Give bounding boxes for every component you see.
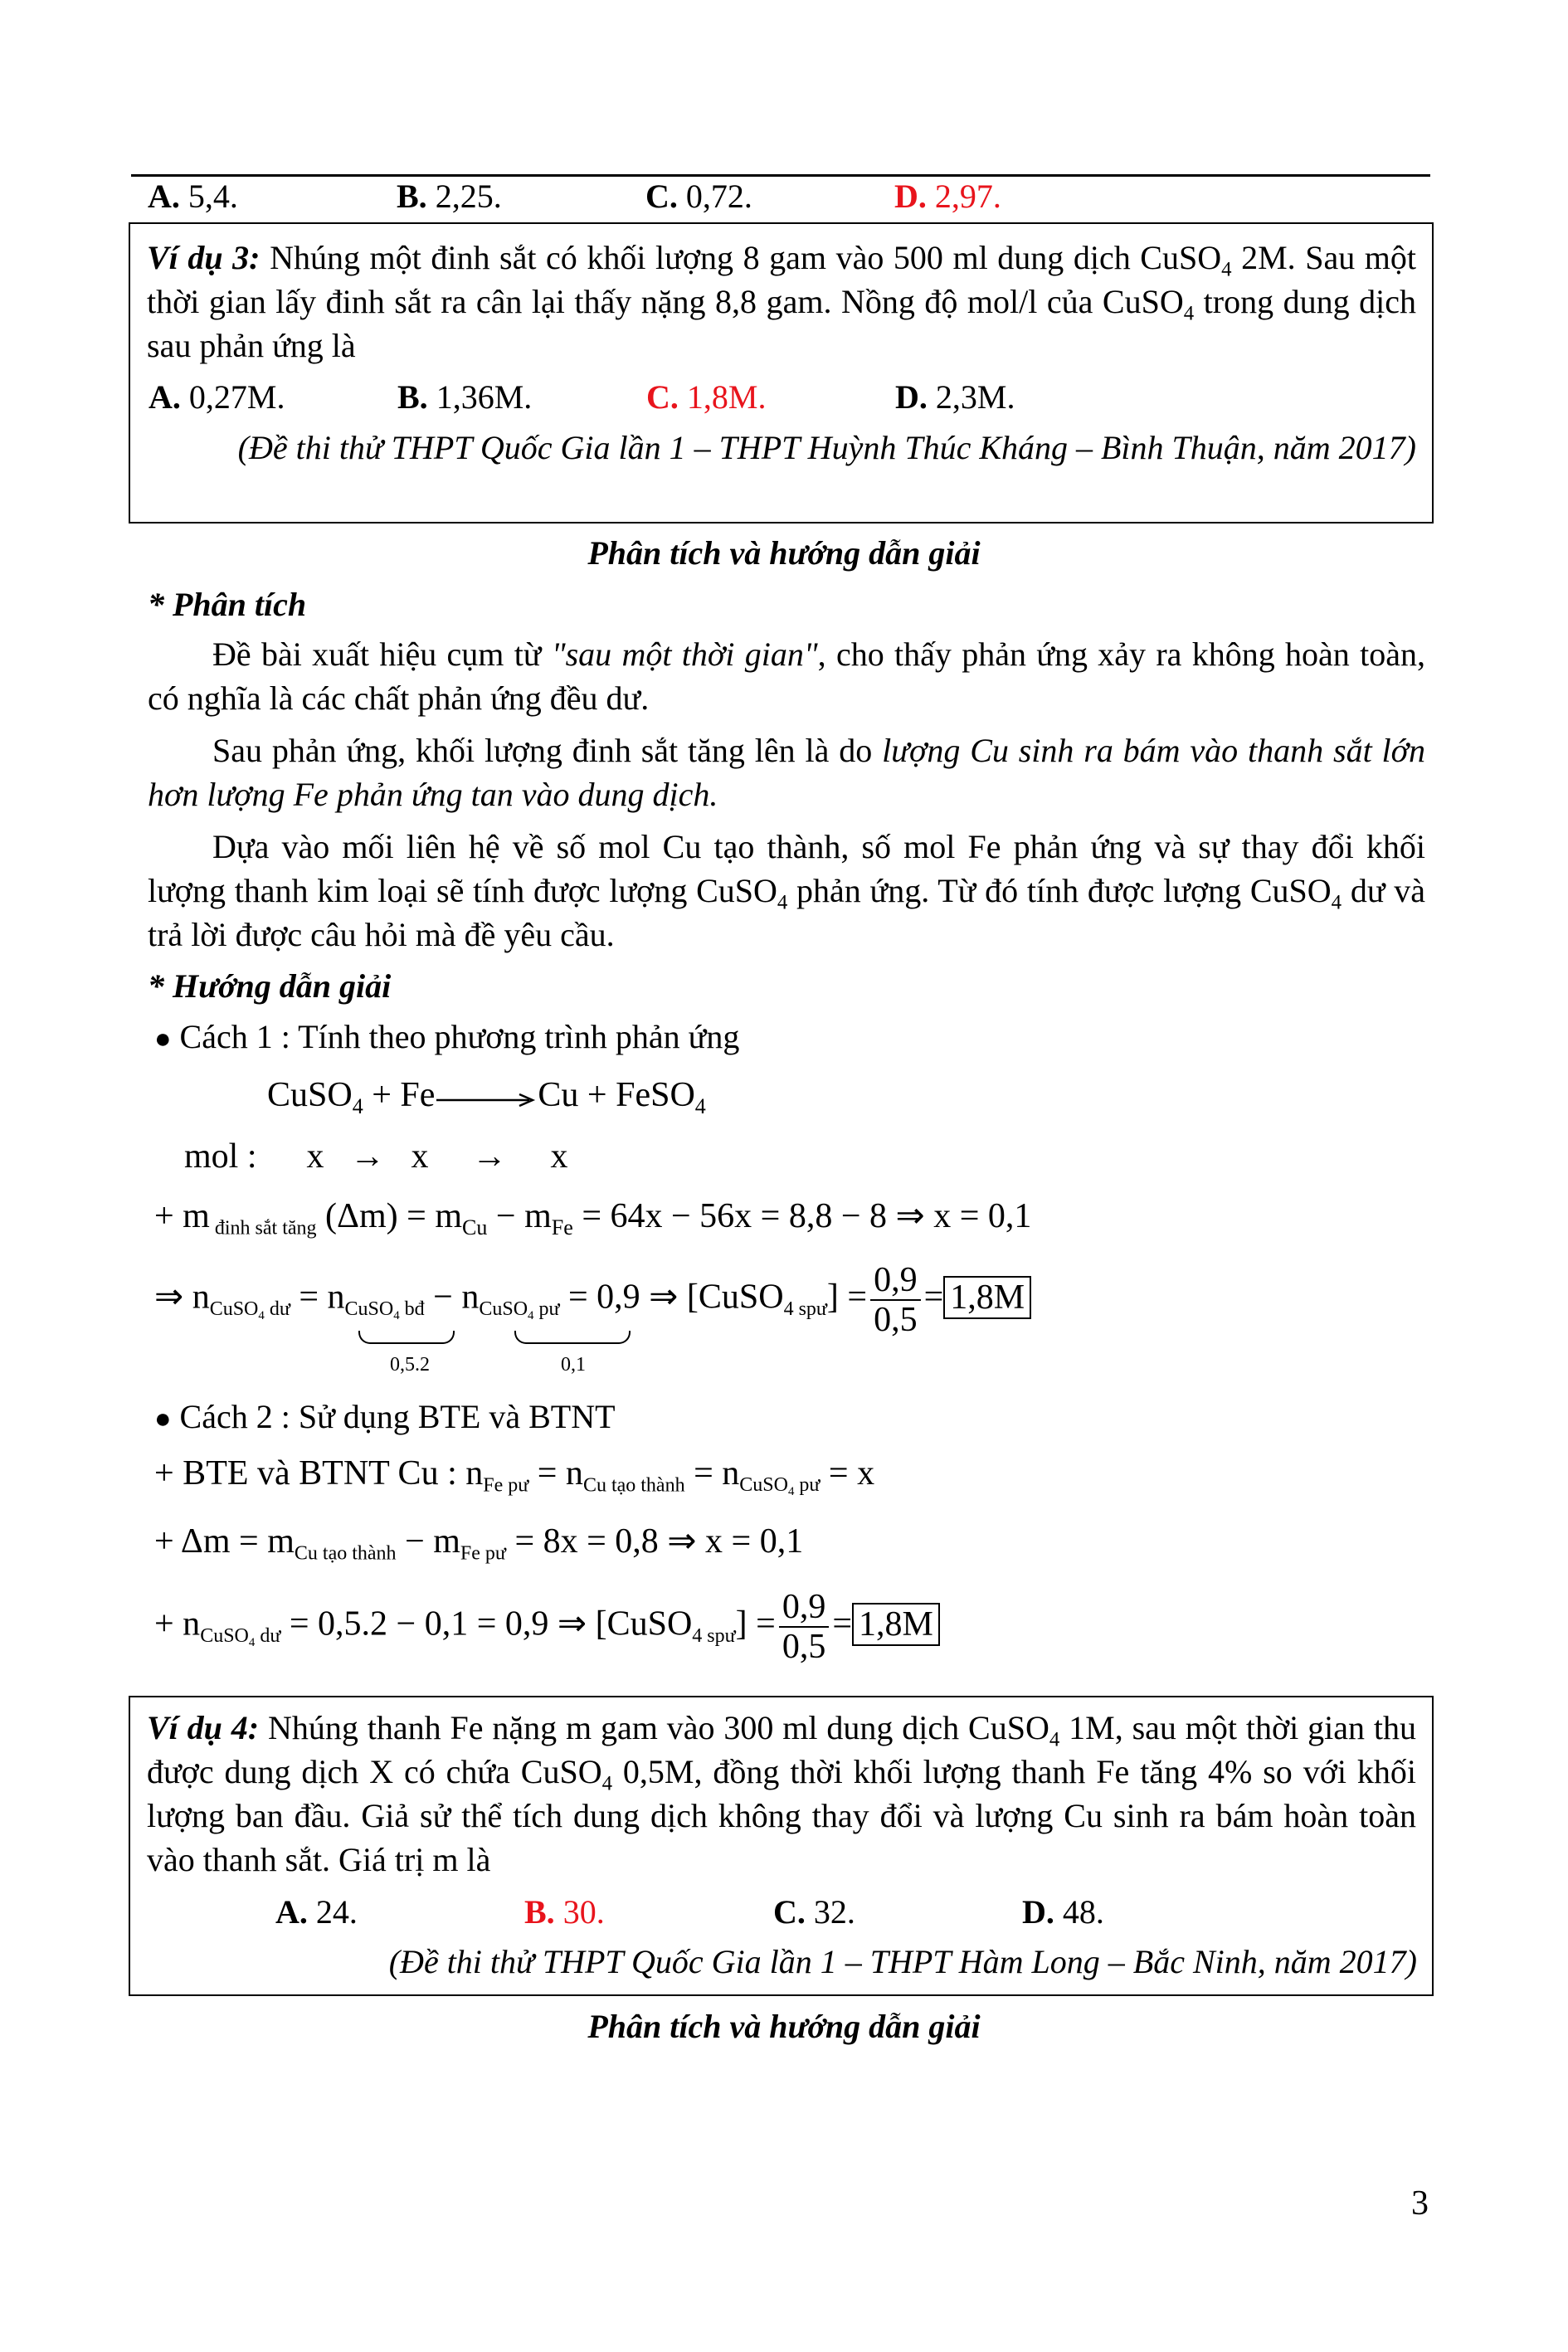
analysis-paragraph-3: Dựa vào mối liên hệ về số mol Cu tạo thành, số mol Fe phản ứng và sự thay đổi khối lượng thanh kim loại sẽ tính được lượng CuSO$_4$ phản ứng. Từ đó tính được lượng CuSO$_4$ dư và trả lời được câu hỏi mà đề yêu cầu. (148, 828, 1426, 953)
mass-change-equation-2: + $\Delta m = m_{Cu tạo thành} - m_{Fe pư} = 8x = 0,8$ ⇒ x = 0,1 (154, 1522, 804, 1565)
underbrace-label: 0,1 (561, 1354, 586, 1376)
analysis-paragraph-1: Đề bài xuất hiệu cụm từ "sau một thời gian", cho thấy phản ứng xảy ra không hoàn toàn, có nghĩa là các chất phản ứng đều dư. (148, 635, 1425, 717)
bte-equation: + BTE và BTNT Cu : $n_{Fe pư} = n_{Cu tạo thành} = n_{CuSO_4 pư} = x$ (154, 1454, 875, 1499)
underbrace (514, 1331, 631, 1344)
example-3-box (129, 222, 1434, 523)
option-a: A. 0,27M. (149, 378, 285, 416)
mass-change-equation: + m $_{đinh sắt tăng}$ $(\Delta m) = m_{Cu} - m_{Fe} = 64x - 56x = 8,8 - 8$ ⇒ x = 0,1 (154, 1197, 1032, 1240)
example-3-source: (Đề thi thử THPT Quốc Gia lần 1 – THPT Huỳnh Thúc Kháng – Bình Thuận, năm 2017) (237, 429, 1416, 466)
page-number: 3 (1411, 2184, 1429, 2223)
answer-box: 1,8M (943, 1276, 1031, 1319)
method-1-title: ● Cách 1 : Tính theo phương trình phản ứng (154, 1018, 740, 1055)
option-d-correct: D. 2,97. (894, 178, 1001, 215)
excess-cuso4-equation-2: + $n_{CuSO_4 dư} = 0,5.2 - 0,1 = 0,9$ ⇒ [CuSO$_{4 spư}$] = $\frac{0,9}{0,5}$ = 1,8M (154, 1588, 940, 1666)
mole-row: mol : x → x → x (184, 1137, 568, 1176)
option-c-correct: C. 1,8M. (646, 378, 767, 416)
underbrace (358, 1331, 455, 1344)
option-b-correct: B. 30. (524, 1893, 605, 1931)
underbrace-label: 0,5.2 (390, 1354, 430, 1376)
fraction: $\frac{0,9}{0,5}$ (779, 1588, 830, 1666)
analysis-heading: Phân tích và hướng dẫn giải (587, 534, 981, 572)
section-heading-solution: * Hướng dẫn giải (148, 967, 392, 1005)
option-a: A. 24. (275, 1893, 358, 1931)
top-rule (131, 174, 1430, 177)
analysis-paragraph-2: Sau phản ứng, khối lượng đinh sắt tăng lên là do lượng Cu sinh ra bám vào thanh sắt lớn hơn lượng Fe phản ứng tan vào dung dịch. (148, 732, 1426, 813)
option-c: C. 32. (773, 1893, 855, 1931)
bullet-icon: ● (154, 1404, 172, 1434)
option-d: D. 48. (1022, 1893, 1104, 1931)
reaction-equation: CuSO$_4$ + Fe Cu + FeSO$_4$ (267, 1076, 706, 1119)
bullet-icon: ● (154, 1024, 172, 1054)
option-a: A. 5,4. (148, 178, 238, 215)
answer-box: 1,8M (852, 1603, 940, 1646)
right-arrow-icon (436, 1078, 536, 1118)
option-d: D. 2,3M. (895, 378, 1015, 416)
method-2-title: ● Cách 2 : Sử dụng BTE và BTNT (154, 1398, 616, 1435)
analysis-heading: Phân tích và hướng dẫn giải (587, 2008, 981, 2045)
example-4-source: (Đề thi thử THPT Quốc Gia lần 1 – THPT Hàm Long – Bắc Ninh, năm 2017) (388, 1943, 1417, 1980)
option-c: C. 0,72. (645, 178, 752, 215)
excess-cuso4-equation: ⇒ $n_{CuSO_4 dư} = n_{CuSO_4 bđ} - n_{CuSO_4 pư} = 0,9$ ⇒ [CuSO$_{4 spư}$] = $\frac{0,9}{0,5}$ = 1,8M (154, 1261, 1031, 1339)
example-3-question: Ví dụ 3: Nhúng một đinh sắt có khối lượng 8 gam vào 500 ml dung dịch CuSO$_4$ 2M. Sau một thời gian lấy đinh sắt ra cân lại thấy nặng 8,8 gam. Nồng độ mol/l của CuSO$_4$ trong dung dịch sau phản ứng là (147, 239, 1417, 364)
option-b: B. 1,36M. (397, 378, 533, 416)
example-4-box (129, 1696, 1434, 1996)
option-b: B. 2,25. (397, 178, 502, 215)
section-heading-analysis: * Phân tích (148, 586, 307, 623)
fraction: $\frac{0,9}{0,5}$ (870, 1261, 921, 1339)
example-4-question: Ví dụ 4: Nhúng thanh Fe nặng m gam vào 300 ml dung dịch CuSO$_4$ 1M, sau một thời gian thu được dung dịch X có chứa CuSO$_4$ 0,5M, đồng thời khối lượng thanh Fe tăng 4% so với khối lượng ban đầu. Giả sử thể tích dung dịch không thay đổi và lượng Cu sinh ra bám hoàn toàn vào thanh sắt. Giá trị m là (147, 1709, 1417, 1878)
